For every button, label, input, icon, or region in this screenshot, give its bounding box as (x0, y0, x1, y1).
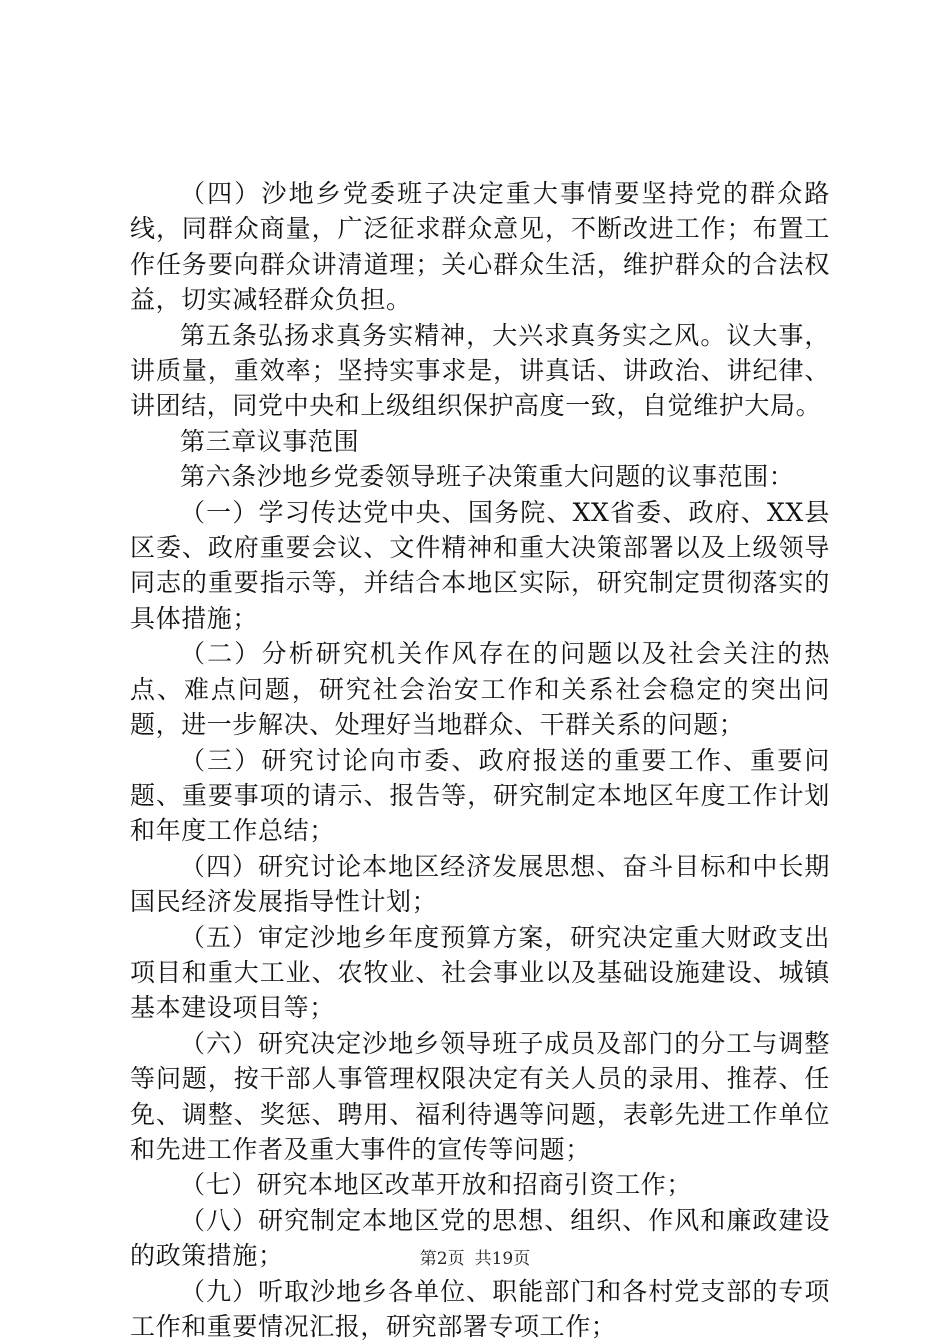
paragraph-item-7: （七）研究本地区改革开放和招商引资工作； (180, 1170, 693, 1200)
page-number: 第2页 (419, 1249, 465, 1269)
paragraph-article-6: 第六条沙地乡党委领导班子决策重大问题的议事范围： (180, 462, 795, 492)
paragraph-item-3: （三）研究讨论向市委、政府报送的重要工作、重要问题、重要事项的请示、报告等，研究制定本地区年度工作计划和年度工作总结； (130, 745, 830, 846)
paragraph-item-5: （五）审定沙地乡年度预算方案，研究决定重大财政支出项目和重大工业、农牧业、社会事业以及基础设施建设、城镇基本建设项目等； (130, 922, 830, 1023)
paragraph-item-4: （四）研究讨论本地区经济发展思想、奋斗目标和中长期国民经济发展指导性计划； (130, 851, 830, 917)
total-pages: 共19页 (474, 1249, 531, 1269)
paragraph-item-9: （九）听取沙地乡各单位、职能部门和各村党支部的专项工作和重要情况汇报，研究部署专项工作； (130, 1276, 830, 1341)
paragraph-item-2: （二）分析研究机关作风存在的问题以及社会关注的热点、难点问题，研究社会治安工作和关系社会稳定的突出问题，进一步解决、处理好当地群众、干群关系的问题； (130, 639, 830, 740)
paragraph-1: （四）沙地乡党委班子决定重大事情要坚持党的群众路线，同群众商量，广泛征求群众意见，不断改进工作；布置工作任务要向群众讲清道理；关心群众生活，维护群众的合法权益，切实减轻群众负担。 (130, 179, 830, 315)
paragraph-item-6: （六）研究决定沙地乡领导班子成员及部门的分工与调整等问题，按干部人事管理权限决定有关人员的录用、推荐、任免、调整、奖惩、聘用、福利待遇等问题，表彰先进工作单位和先进工作者及重大事件的宣传等问题； (130, 1028, 830, 1164)
document-body (130, 176, 830, 1344)
paragraph-item-1: （一）学习传达党中央、国务院、XX省委、政府、XX县区委、政府重要会议、文件精神和重大决策部署以及上级领导同志的重要指示等，并结合本地区实际，研究制定贯彻落实的具体措施； (130, 497, 830, 633)
page-footer (0, 1244, 950, 1269)
paragraph-item-8: （八）研究制定本地区党的思想、组织、作风和廉政建设的政策措施； (130, 1205, 830, 1271)
chapter-heading: 第三章议事范围 (180, 426, 360, 456)
paragraph-2: 第五条弘扬求真务实精神，大兴求真务实之风。议大事，讲质量，重效率；坚持实事求是，讲真话、讲政治、讲纪律、讲团结，同党中央和上级组织保护高度一致，自觉维护大局。 (130, 320, 830, 421)
